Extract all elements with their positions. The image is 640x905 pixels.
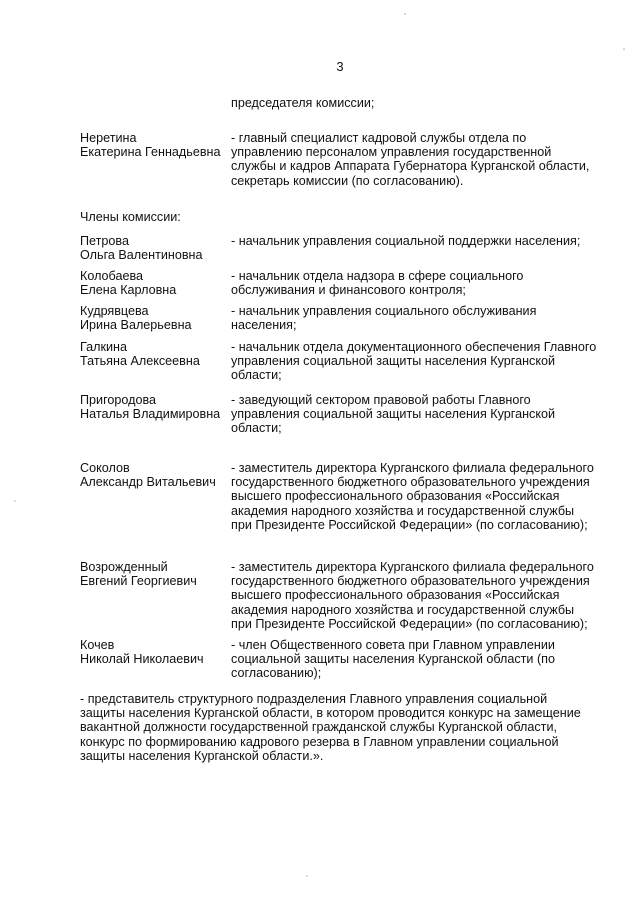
- name-line: Елена Карловна: [80, 283, 177, 298]
- members-heading: Члены комиссии:: [80, 210, 181, 224]
- scan-speck: [14, 500, 16, 502]
- desc-line: академия народного хозяйства и государственной службы: [231, 602, 575, 617]
- secretary-description: [231, 131, 613, 188]
- desc-line: - заместитель директора Курганского филиала федерального: [231, 461, 594, 475]
- member-name: [80, 461, 235, 489]
- desc-line: при Президенте Российской Федерации» (по согласованию);: [231, 616, 588, 631]
- desc-line: высшего профессионального образования «Российская: [231, 489, 560, 504]
- name-line: Неретина: [80, 131, 137, 145]
- desc-line: - начальник отдела документационного обеспечения Главного: [231, 340, 597, 354]
- page-number: 3: [336, 59, 344, 74]
- scan-speck: [404, 13, 406, 15]
- member-description: [231, 393, 613, 436]
- desc-line: - заведующий сектором правовой работы Главного: [231, 393, 531, 407]
- member-description: [231, 304, 613, 332]
- desc-line: службы и кадров Аппарата Губернатора Курганской области,: [231, 159, 590, 174]
- desc-line: государственного бюджетного образовательного учреждения: [231, 475, 590, 490]
- desc-line: - начальник отдела надзора в сфере социального: [231, 269, 524, 283]
- name-line: Николай Николаевич: [80, 652, 204, 667]
- desc-line: области;: [231, 421, 282, 436]
- desc-line: - начальник управления социального обслуживания: [231, 304, 537, 318]
- member-name: [80, 269, 235, 297]
- name-line: Ольга Валентиновна: [80, 248, 203, 263]
- name-line: Кудрявцева: [80, 304, 149, 318]
- closing-line: конкурс по формированию кадрового резерва в Главном управлении социальной: [80, 734, 559, 749]
- scan-speck: [306, 875, 308, 877]
- name-line: Галкина: [80, 340, 127, 354]
- desc-line: высшего профессионального образования «Российская: [231, 588, 560, 603]
- name-line: Ирина Валерьевна: [80, 318, 192, 333]
- name-line: Екатерина Геннадьевна: [80, 145, 221, 160]
- member-name: [80, 560, 235, 588]
- continuation-line: [231, 96, 611, 110]
- member-description: [231, 234, 613, 248]
- desc-line: - заместитель директора Курганского филиала федерального: [231, 560, 594, 574]
- desc-line: управлению персоналом управления государственной: [231, 145, 552, 160]
- closing-paragraph: [80, 692, 610, 763]
- member-description: [231, 461, 613, 532]
- continuation-text: председателя комиссии;: [231, 96, 375, 110]
- name-line: Кочев: [80, 638, 115, 652]
- member-name: [80, 304, 235, 332]
- name-line: Евгений Георгиевич: [80, 574, 197, 589]
- secretary-name: [80, 131, 235, 159]
- member-description: [231, 638, 613, 681]
- desc-line: управления социальной защиты населения Курганской: [231, 407, 556, 422]
- member-description: [231, 340, 613, 383]
- desc-line: области;: [231, 368, 282, 383]
- member-name: [80, 340, 235, 368]
- member-name: [80, 393, 235, 421]
- name-line: Александр Витальевич: [80, 475, 216, 490]
- name-line: Наталья Владимировна: [80, 407, 221, 422]
- desc-line: согласованию);: [231, 666, 322, 681]
- member-name: [80, 234, 235, 262]
- name-line: Возрожденный: [80, 560, 168, 574]
- name-line: Пригородова: [80, 393, 157, 407]
- desc-line: государственного бюджетного образовательного учреждения: [231, 574, 590, 589]
- closing-line: защиты населения Курганской области, в котором проводится конкурс на замещение: [80, 706, 581, 721]
- name-line: Петрова: [80, 234, 129, 248]
- desc-line: населения;: [231, 318, 297, 333]
- name-line: Татьяна Алексеевна: [80, 354, 200, 369]
- closing-line: - представитель структурного подразделения Главного управления социальной: [80, 692, 548, 706]
- name-line: Колобаева: [80, 269, 144, 283]
- scan-speck: [623, 48, 625, 50]
- member-description: [231, 560, 613, 631]
- desc-line: - начальник управления социальной поддержки населения;: [231, 234, 581, 248]
- name-line: Соколов: [80, 461, 130, 475]
- member-name: [80, 638, 235, 666]
- desc-line: социальной защиты населения Курганской области (по: [231, 652, 555, 667]
- desc-line: - главный специалист кадровой службы отдела по: [231, 131, 527, 145]
- desc-line: секретарь комиссии (по согласованию).: [231, 173, 464, 188]
- closing-line: вакантной должности государственной гражданской службы Курганской области,: [80, 720, 557, 735]
- desc-line: управления социальной защиты населения Курганской: [231, 354, 556, 369]
- desc-line: - член Общественного совета при Главном управлении: [231, 638, 555, 652]
- member-description: [231, 269, 613, 297]
- desc-line: обслуживания и финансового контроля;: [231, 283, 466, 298]
- desc-line: академия народного хозяйства и государственной службы: [231, 503, 575, 518]
- closing-line: защиты населения Курганской области.».: [80, 748, 324, 763]
- desc-line: при Президенте Российской Федерации» (по согласованию);: [231, 517, 588, 532]
